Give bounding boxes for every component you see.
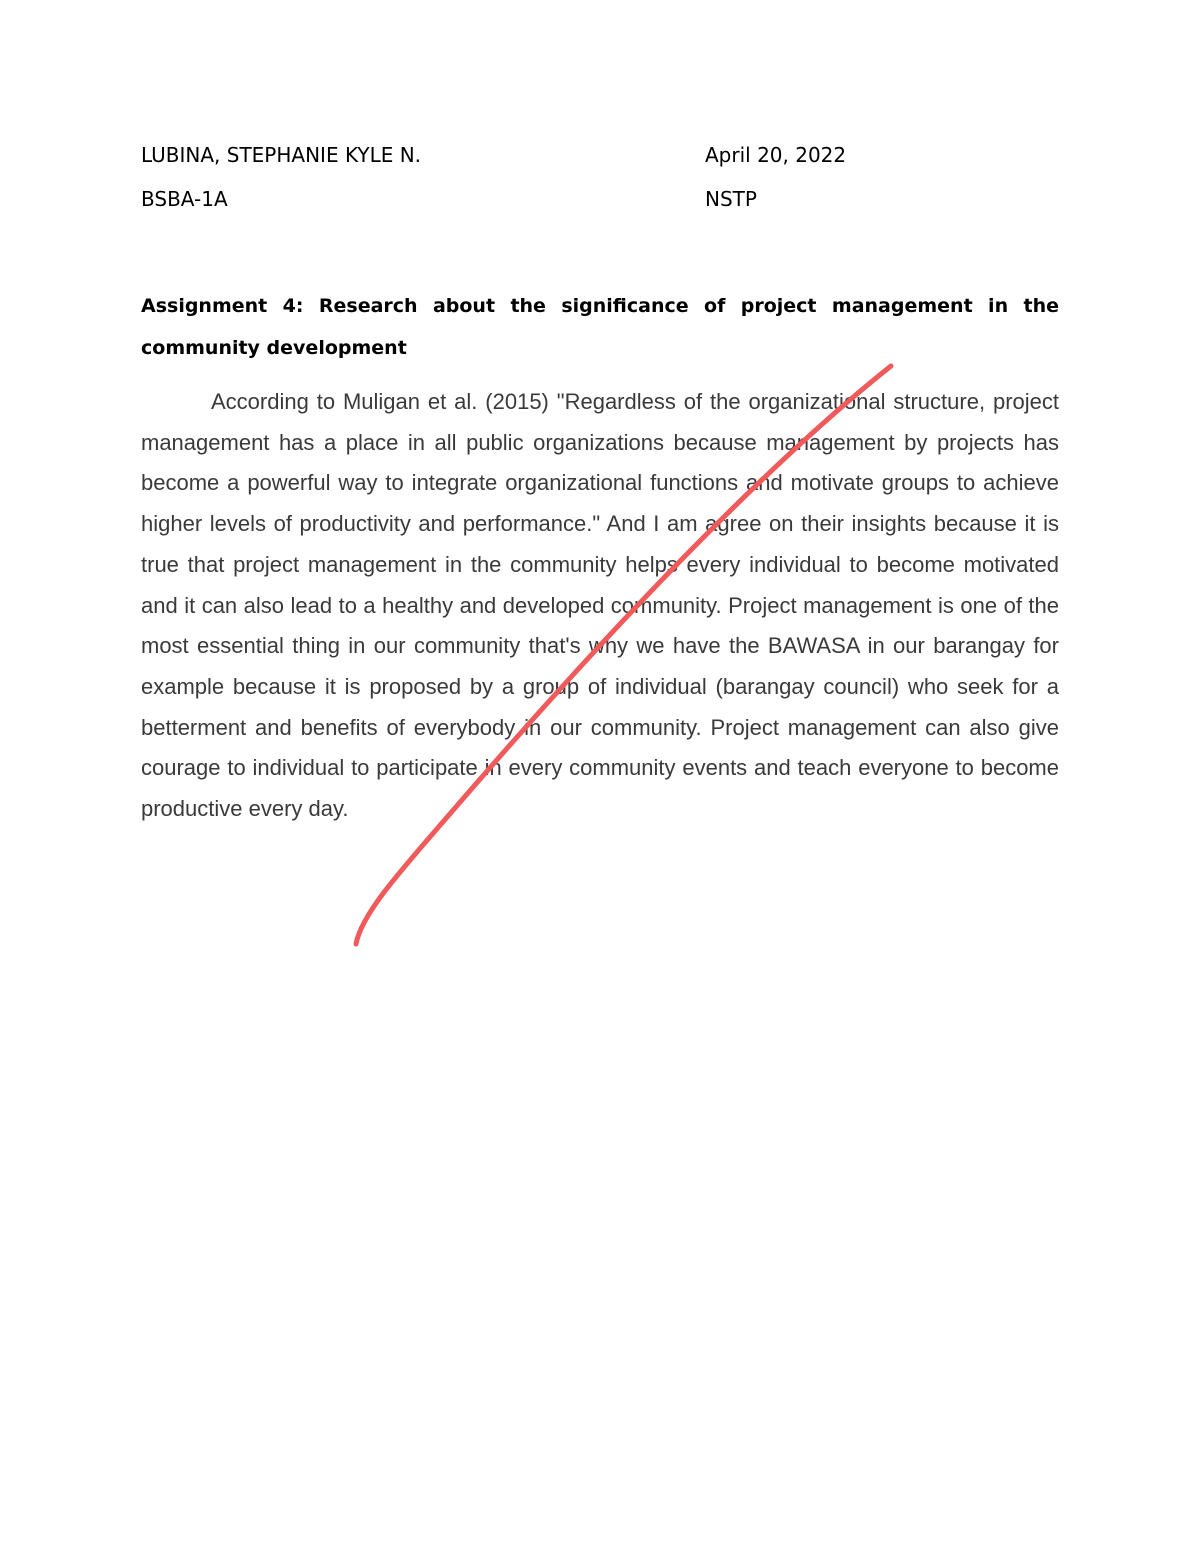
course-name: NSTP — [705, 187, 757, 211]
header-row-1 — [141, 143, 1059, 173]
body-paragraph: According to Muligan et al. (2015) "Regardless of the organizational structure, project management has a place in all public organizations because management by projects has become a powerful way to integrate organizational functions and motivate groups to achieve higher levels of productivity and performance." And I am agree on their insights because it is true that project management in the community helps every individual to become motivated and it can also lead to a healthy and developed community. Project management is one of the most essential thing in our community that's why we have the BAWASA in our barangay for example because it is proposed by a group of individual (barangay council) who seek for a betterment and benefits of everybody in our community. Project management can also give courage to individual to participate in every community events and teach everyone to become productive every day. — [141, 389, 1059, 822]
submission-date: April 20, 2022 — [705, 143, 847, 167]
student-section: BSBA-1A — [141, 187, 228, 211]
header-row-2 — [141, 187, 1059, 217]
assignment-title: Assignment 4: Research about the significance of project management in the community development — [141, 295, 1059, 359]
student-name: LUBINA, STEPHANIE KYLE N. — [141, 143, 422, 167]
